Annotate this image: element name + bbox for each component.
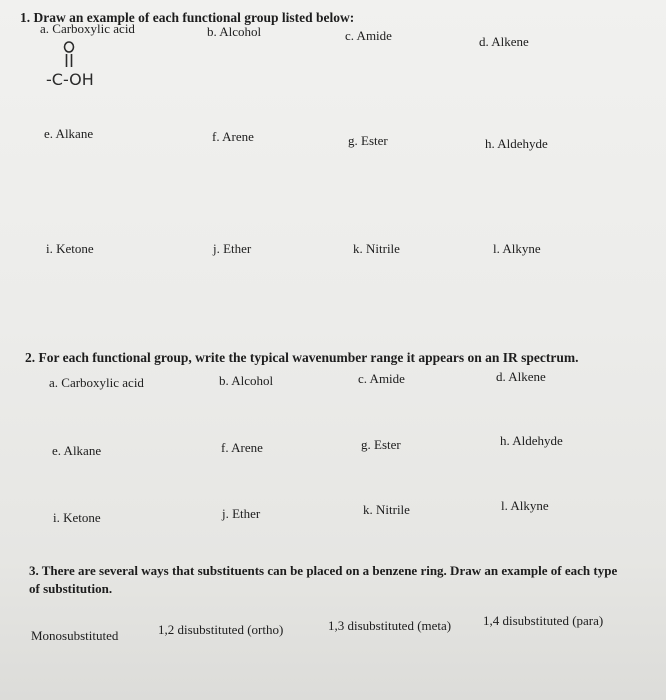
q2-item-amide: c. Amide bbox=[358, 371, 405, 386]
q1-item-aldehyde: h. Aldehyde bbox=[485, 136, 548, 151]
carboxyl-formula-text: -C-OH bbox=[46, 70, 94, 89]
q2-item-alkane: e. Alkane bbox=[52, 443, 102, 458]
q2-item-arene: f. Arene bbox=[221, 440, 263, 455]
q3-item-para: 1,4 disubstituted (para) bbox=[483, 613, 604, 628]
q1-item-alkyne: l. Alkyne bbox=[493, 241, 541, 256]
q1-item-carboxylic-acid: a. Carboxylic acid bbox=[40, 21, 135, 36]
q2-item-ketone: i. Ketone bbox=[53, 510, 101, 525]
q1-item-nitrile: k. Nitrile bbox=[353, 241, 400, 256]
q3-item-ortho: 1,2 disubstituted (ortho) bbox=[158, 622, 284, 637]
q2-item-alkene: d. Alkene bbox=[496, 369, 546, 384]
q3-item-meta: 1,3 disubstituted (meta) bbox=[328, 618, 452, 633]
q1-item-alcohol: b. Alcohol bbox=[207, 24, 262, 39]
q1-item-ether: j. Ether bbox=[213, 241, 252, 256]
q3-title: 3. There are several ways that substituents can be placed on a benzene ring. Draw an example of each type of substitution. bbox=[29, 563, 618, 596]
oxygen-atom-mark bbox=[65, 42, 74, 52]
q2-item-alkyne: l. Alkyne bbox=[501, 498, 549, 513]
q2-item-aldehyde: h. Aldehyde bbox=[500, 433, 563, 448]
q2-item-nitrile: k. Nitrile bbox=[363, 502, 410, 517]
q2-item-carboxylic-acid: a. Carboxylic acid bbox=[49, 375, 144, 390]
q3-item-monosubstituted: Monosubstituted bbox=[31, 628, 119, 643]
q1-item-ester: g. Ester bbox=[348, 133, 388, 148]
q2-item-ester: g. Ester bbox=[361, 437, 401, 452]
q1-item-arene: f. Arene bbox=[212, 129, 254, 144]
q2-item-ether: j. Ether bbox=[222, 506, 261, 521]
q1-item-alkene: d. Alkene bbox=[479, 34, 529, 49]
q1-item-ketone: i. Ketone bbox=[46, 241, 94, 256]
carboxyl-drawing bbox=[44, 40, 144, 95]
q2-title: 2. For each functional group, write the typical wavenumber range it appears on an IR spectrum. bbox=[25, 350, 579, 365]
q1-title: 1. Draw an example of each functional group listed below: bbox=[20, 10, 355, 25]
q1-item-amide: c. Amide bbox=[345, 28, 392, 43]
q2-item-alcohol: b. Alcohol bbox=[219, 373, 274, 388]
q1-item-alkane: e. Alkane bbox=[44, 126, 94, 141]
